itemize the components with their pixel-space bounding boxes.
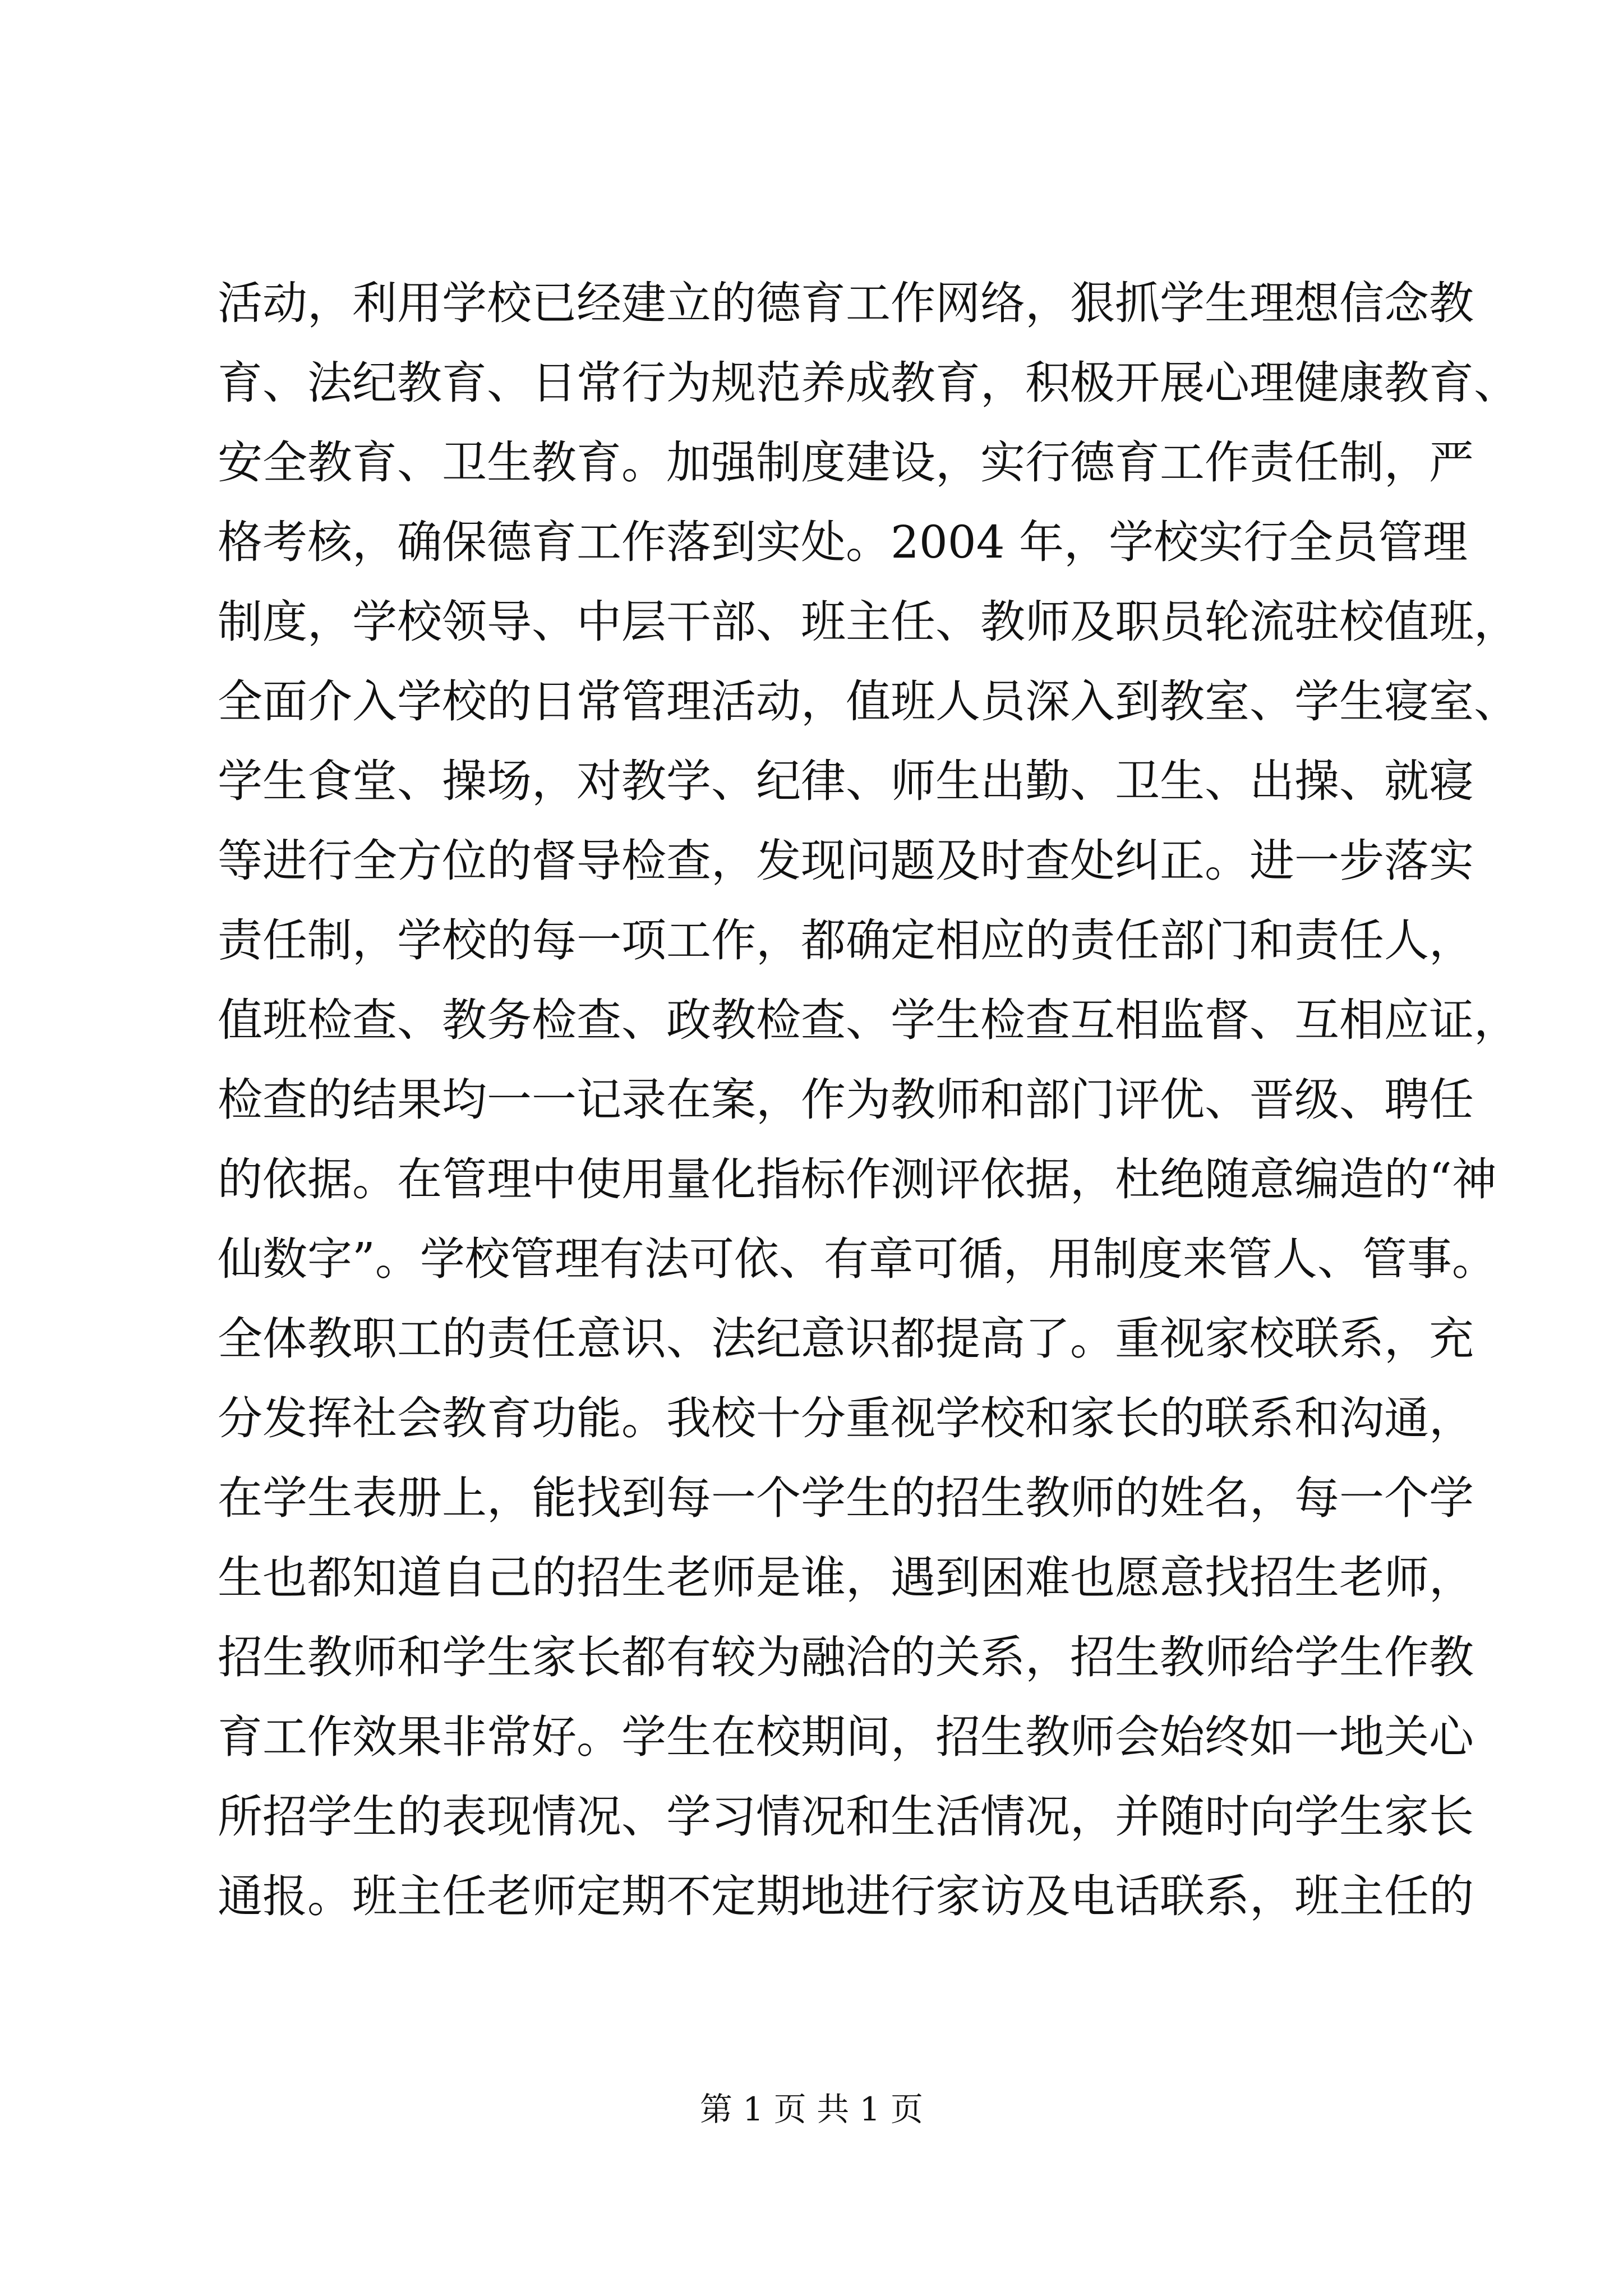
text-line: 检查的结果均一一记录在案，作为教师和部门评优、晋级、聘任 <box>218 1074 1474 1126</box>
text-line: 活动，利用学校已经建立的德育工作网络，狠抓学生理想信念教 <box>218 277 1474 329</box>
text-line: 育工作效果非常好。学生在校期间，招生教师会始终如一地关心 <box>218 1711 1474 1763</box>
text-line: 格考核，确保德育工作落到实处。2004 年，学校实行全员管理 <box>218 516 1468 568</box>
body-paragraph <box>218 264 1519 1936</box>
text-line: 所招学生的表现情况、学习情况和生活情况，并随时向学生家长 <box>218 1791 1474 1843</box>
text-line: 全面介入学校的日常管理活动，值班人员深入到教室、学生寝室、 <box>218 675 1519 728</box>
text-line: 育、法纪教育、日常行为规范养成教育，积极开展心理健康教育、 <box>218 357 1519 409</box>
text-line: 全体教职工的责任意识、法纪意识都提高了。重视家校联系，充 <box>218 1313 1474 1365</box>
text-line: 招生教师和学生家长都有较为融洽的关系，招生教师给学生作教 <box>218 1631 1474 1683</box>
text-line: 学生食堂、操场，对教学、纪律、师生出勤、卫生、出操、就寝 <box>218 755 1474 807</box>
text-line: 安全教育、卫生教育。加强制度建设，实行德育工作责任制，严 <box>218 436 1474 489</box>
text-line: 分发挥社会教育功能。我校十分重视学校和家长的联系和沟通， <box>218 1392 1474 1444</box>
page-number-footer: 第 1 页 共 1 页 <box>700 2090 923 2128</box>
text-line: 的依据。在管理中使用量化指标作测评依据，杜绝随意编造的“神 <box>218 1153 1497 1205</box>
text-line: 制度，学校领导、中层干部、班主任、教师及职员轮流驻校值班， <box>218 596 1519 648</box>
text-line: 责任制，学校的每一项工作，都确定相应的责任部门和责任人， <box>218 914 1474 967</box>
text-line: 仙数字”。学校管理有法可依、有章可循，用制度来管人、管事。 <box>218 1233 1497 1285</box>
text-line: 在学生表册上，能找到每一个学生的招生教师的姓名，每一个学 <box>218 1472 1474 1524</box>
text-line: 等进行全方位的督导检查，发现问题及时查处纠正。进一步落实 <box>218 835 1474 887</box>
text-line: 通报。班主任老师定期不定期地进行家访及电话联系，班主任的 <box>218 1870 1474 1922</box>
text-line: 值班检查、教务检查、政教检查、学生检查互相监督、互相应证， <box>218 994 1519 1046</box>
text-line: 生也都知道自己的招生老师是谁，遇到困难也愿意找招生老师， <box>218 1552 1474 1604</box>
